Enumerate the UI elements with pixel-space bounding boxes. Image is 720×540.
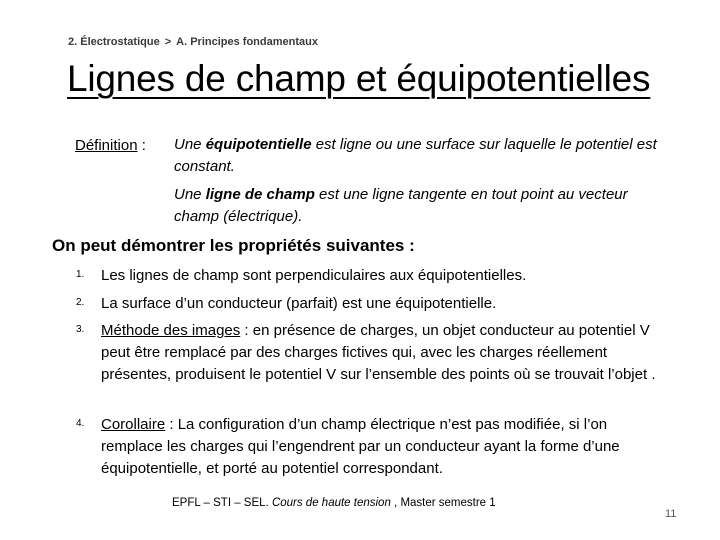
- definition-paragraph-1: [174, 134, 674, 178]
- breadcrumb-separator: >: [164, 36, 172, 48]
- list-item-body: : La configuration d’un champ électrique n’est pas modifiée, si l’on remplace les charges qui l’engendrent par un conducteur ayant la forme d’une équipotentielle, et porté au potentiel correspondant.: [101, 416, 620, 477]
- definition-1-pre: Une: [174, 136, 206, 153]
- list-item-number: 3.: [76, 324, 85, 335]
- definition-1-post: est ligne ou une surface sur laquelle le potentiel est constant.: [174, 136, 657, 175]
- list-item-body: Les lignes de champ sont perpendiculaires aux équipotentielles.: [101, 267, 527, 284]
- page-number: 11: [665, 508, 677, 520]
- definition-2-term: ligne de champ: [205, 186, 315, 203]
- definition-2-pre: Une: [174, 186, 206, 203]
- definition-paragraph-2: [174, 184, 674, 228]
- breadcrumb-subsection: A. Principes fondamentaux: [176, 36, 318, 48]
- breadcrumb: [68, 36, 318, 48]
- list-item-body: : en présence de charges, un objet conducteur au potentiel V peut être remplacé par des charges fictives qui, avec les charges réellement présentes, produisent le potentiel V sur l’ensemble des points où se trouvait l’objet .: [101, 322, 656, 383]
- properties-intro: On peut démontrer les propriétés suivantes :: [52, 236, 415, 255]
- list-item-number: 4.: [76, 418, 85, 429]
- footer-suffix: , Master semestre 1: [390, 497, 496, 509]
- list-item-text: [101, 265, 661, 287]
- list-item-text: [101, 414, 661, 480]
- definition-label: [75, 137, 146, 154]
- definition-2-post: est une ligne tangente en tout point au vecteur champ (électrique).: [174, 186, 628, 225]
- list-item-text: [101, 320, 661, 386]
- list-item-number: 2.: [76, 297, 85, 308]
- definition-1-term: équipotentielle: [205, 136, 312, 153]
- definition-label-text: Définition: [75, 137, 138, 154]
- footer-prefix: EPFL – STI – SEL.: [172, 497, 272, 509]
- list-item-term: Corollaire: [101, 416, 166, 433]
- list-item-number: 1.: [76, 269, 85, 280]
- list-item-body: La surface d’un conducteur (parfait) est une équipotentielle.: [101, 295, 497, 312]
- list-item-text: [101, 293, 661, 315]
- footer-course: Cours de haute tension: [271, 497, 391, 509]
- list-item-term: Méthode des images: [101, 322, 241, 339]
- breadcrumb-section: 2. Électrostatique: [68, 36, 160, 48]
- footer: [172, 497, 496, 509]
- definition-label-colon: :: [137, 137, 146, 154]
- slide-title: Lignes de champ et équipotentielles: [67, 58, 651, 99]
